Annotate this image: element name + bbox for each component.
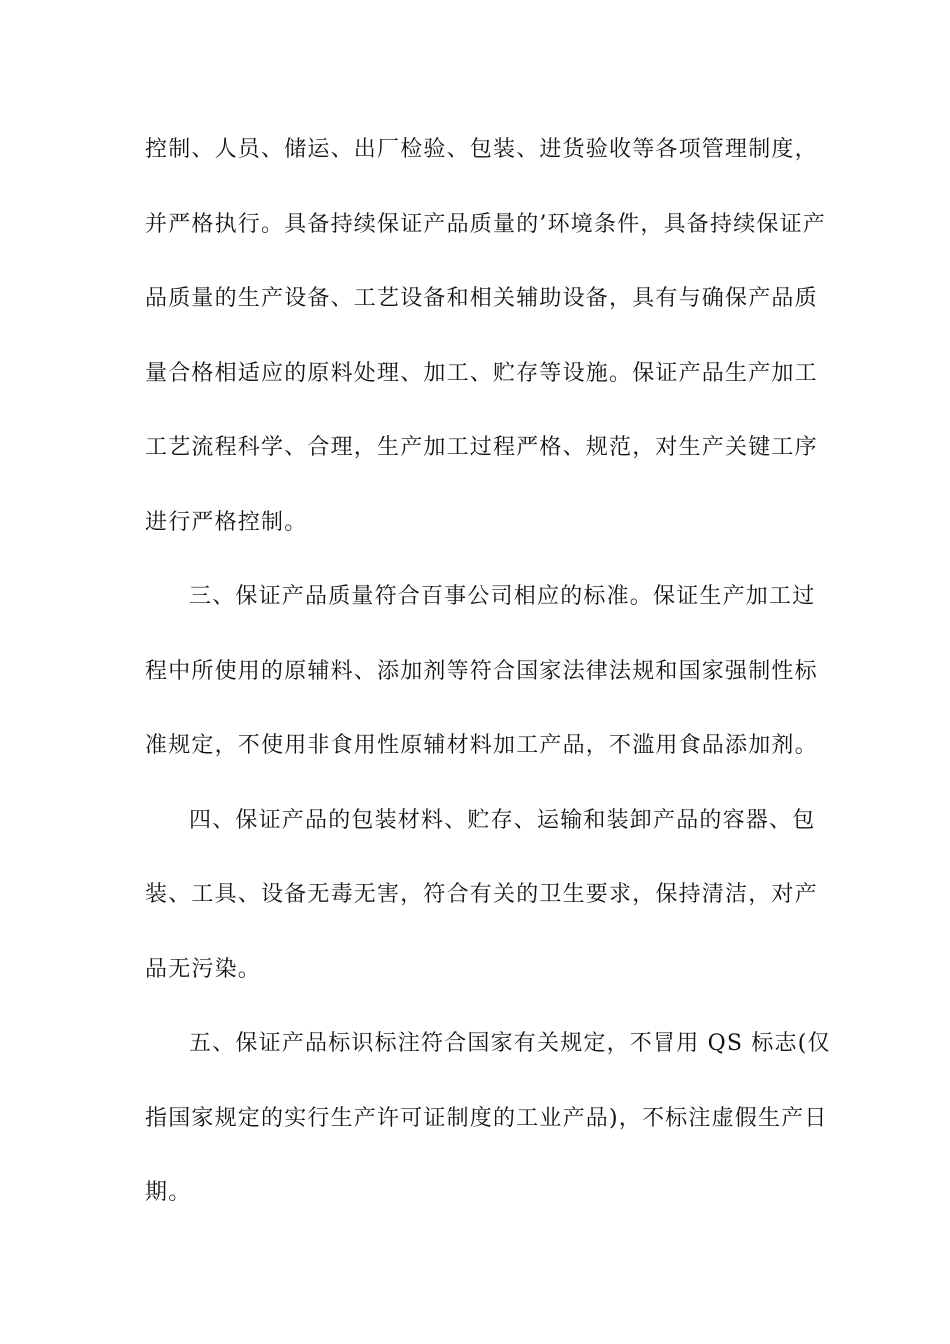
text-line: 三、保证产品质量符合百事公司相应的标准。保证生产加工过 [189,584,816,609]
text-line: 期。 [145,1180,192,1205]
text-line: 进行严格控制。 [145,509,308,535]
text-line: 指国家规定的实行生产许可证制度的工业产品)，不标注虚假生产日 [145,1105,828,1131]
text-line: 控制、人员、储运、出厂检验、包装、进货验收等各项管理制度， [145,137,818,162]
text-line: 品无污染。 [145,956,262,982]
text-line: 五、保证产品标识标注符合国家有关规定，不冒用 QS 标志(仅 [189,1031,831,1056]
paragraph-item-three [145,567,818,791]
paragraph-management-system [145,120,826,567]
text-line: 量合格相适应的原料处理、加工、贮存等设施。保证产品生产加工 [145,360,818,386]
text-line: 并严格执行。具备持续保证产品质量的’环境条件，具备持续保证产 [145,211,826,237]
text-line: 装、工具、设备无毒无害，符合有关的卫生要求，保持清洁，对产 [145,882,818,907]
text-line: 准规定，不使用非食用性原辅材料加工产品，不滥用食品添加剂。 [145,733,818,758]
text-line: 程中所使用的原辅料、添加剂等符合国家法律法规和国家强制性标 [145,658,818,684]
text-line: 工艺流程科学、合理，生产加工过程严格、规范，对生产关键工序 [145,435,818,460]
paragraph-item-four [145,791,818,1015]
text-line: 品质量的生产设备、工艺设备和相关辅助设备，具有与确保产品质 [145,286,818,311]
text-line: 四、保证产品的包装材料、贮存、运输和装卸产品的容器、包 [189,807,816,833]
document-body [145,120,831,1238]
paragraph-item-five [145,1014,831,1238]
